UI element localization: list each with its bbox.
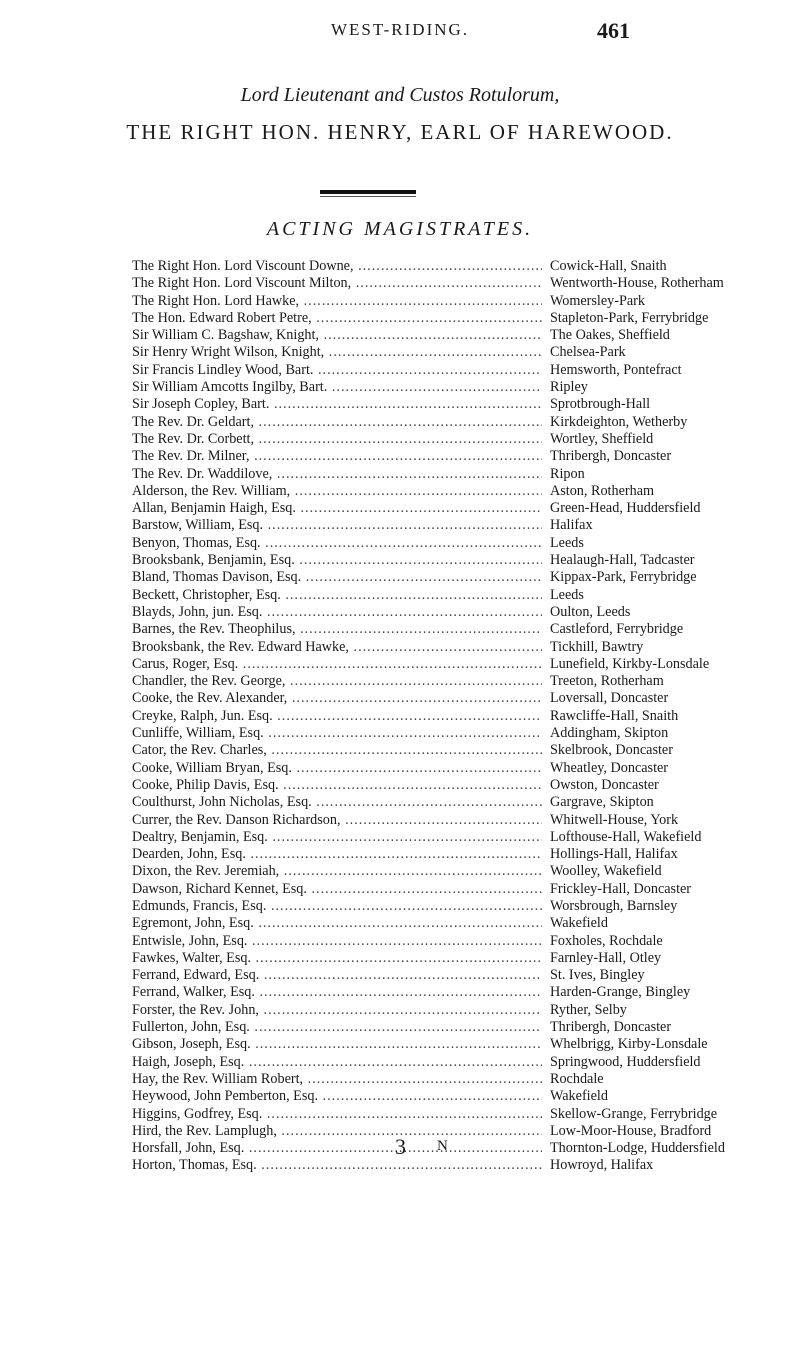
magistrate-residence: Skellow-Grange, Ferrybridge (546, 1106, 800, 1123)
magistrate-name: Allan, Benjamin Haigh, Esq. ..... (132, 500, 542, 517)
magistrate-residence: Addingham, Skipton (546, 725, 800, 742)
magistrate-residence: Leeds (546, 587, 800, 604)
magistrate-name: Higgins, Godfrey, Esq. ..... (132, 1106, 542, 1123)
list-item (0, 1019, 800, 1036)
list-item (0, 569, 800, 586)
magistrate-name: The Rev. Dr. Waddilove, ..... (132, 466, 542, 483)
magistrate-name: The Rev. Dr. Geldart, ..... (132, 414, 542, 431)
magistrate-residence: Wakefield (546, 915, 800, 932)
magistrates-list (0, 258, 800, 1175)
magistrate-residence: Howroyd, Halifax (546, 1157, 800, 1174)
magistrate-residence: Foxholes, Rochdale (546, 933, 800, 950)
list-item (0, 1071, 800, 1088)
magistrate-residence: Lunefield, Kirkby-Lonsdale (546, 656, 800, 673)
list-item (0, 1054, 800, 1071)
magistrate-name: Horsfall, John, Esq. ..... (132, 1140, 542, 1157)
list-item (0, 639, 800, 656)
magistrate-residence: Leeds (546, 535, 800, 552)
magistrate-name: Haigh, Joseph, Esq. ..... (132, 1054, 542, 1071)
ornamental-rule (320, 190, 416, 194)
running-title: WEST-RIDING. (330, 20, 470, 39)
magistrate-name: Ferrand, Walker, Esq. ..... (132, 984, 542, 1001)
list-item (0, 950, 800, 967)
magistrate-name: Hird, the Rev. Lamplugh, ..... (132, 1123, 542, 1140)
list-item (0, 396, 800, 413)
list-item (0, 310, 800, 327)
section-title: ACTING MAGISTRATES. (266, 218, 534, 240)
list-item (0, 500, 800, 517)
magistrate-name: The Right Hon. Lord Viscount Downe, ..... (132, 258, 542, 275)
magistrate-residence: Wheatley, Doncaster (546, 760, 800, 777)
magistrate-name: Carus, Roger, Esq. ..... (132, 656, 542, 673)
magistrate-residence: Hemsworth, Pontefract (546, 362, 800, 379)
magistrate-residence: Halifax (546, 517, 800, 534)
list-item (0, 1106, 800, 1123)
magistrate-residence: Rawcliffe-Hall, Snaith (546, 708, 800, 725)
magistrate-name: The Rev. Dr. Milner, ..... (132, 448, 542, 465)
magistrate-name: Fawkes, Walter, Esq. ..... (132, 950, 542, 967)
list-item (0, 915, 800, 932)
magistrate-residence: Skelbrook, Doncaster (546, 742, 800, 759)
magistrate-name: Bland, Thomas Davison, Esq. ..... (132, 569, 542, 586)
magistrate-name: Dixon, the Rev. Jeremiah, ..... (132, 863, 542, 880)
magistrate-residence: St. Ives, Bingley (546, 967, 800, 984)
magistrate-residence: Castleford, Ferrybridge (546, 621, 800, 638)
magistrate-name: Dawson, Richard Kennet, Esq. ..... (132, 881, 542, 898)
magistrate-name: Creyke, Ralph, Jun. Esq. ..... (132, 708, 542, 725)
magistrate-name: Dealtry, Benjamin, Esq. ..... (132, 829, 542, 846)
magistrate-name: The Rev. Dr. Corbett, ..... (132, 431, 542, 448)
list-item (0, 794, 800, 811)
signature-mark (0, 1134, 800, 1160)
magistrate-name: Chandler, the Rev. George, ..... (132, 673, 542, 690)
signature-letter: N (437, 1138, 448, 1154)
magistrate-name: Alderson, the Rev. William, ..... (132, 483, 542, 500)
magistrate-residence: Thribergh, Doncaster (546, 1019, 800, 1036)
magistrate-residence: Springwood, Huddersfield (546, 1054, 800, 1071)
list-item (0, 967, 800, 984)
magistrate-name: Sir Henry Wright Wilson, Knight, ..... (132, 344, 542, 361)
list-item (0, 777, 800, 794)
magistrate-residence: Loversall, Doncaster (546, 690, 800, 707)
magistrate-name: Sir Joseph Copley, Bart. ..... (132, 396, 542, 413)
list-item (0, 742, 800, 759)
magistrate-name: Entwisle, John, Esq. ..... (132, 933, 542, 950)
magistrate-residence: Ripon (546, 466, 800, 483)
list-item (0, 656, 800, 673)
magistrate-name: Cunliffe, William, Esq. ..... (132, 725, 542, 742)
running-head (0, 18, 800, 48)
magistrate-name: Fullerton, John, Esq. ..... (132, 1019, 542, 1036)
ornamental-rule-thin (320, 196, 416, 197)
list-item (0, 604, 800, 621)
magistrate-residence: Thornton-Lodge, Huddersfield (546, 1140, 800, 1157)
list-item (0, 673, 800, 690)
list-item (0, 881, 800, 898)
magistrate-name: Benyon, Thomas, Esq. ..... (132, 535, 542, 552)
magistrate-residence: Thribergh, Doncaster (546, 448, 800, 465)
magistrate-residence: Stapleton-Park, Ferrybridge (546, 310, 800, 327)
magistrate-name: Horton, Thomas, Esq. ..... (132, 1157, 542, 1174)
magistrate-residence: Whelbrigg, Kirby-Lonsdale (546, 1036, 800, 1053)
magistrate-name: Cooke, the Rev. Alexander, ..... (132, 690, 542, 707)
list-item (0, 863, 800, 880)
magistrate-residence: Whitwell-House, York (546, 812, 800, 829)
magistrate-name: Cator, the Rev. Charles, ..... (132, 742, 542, 759)
magistrate-residence: Womersley-Park (546, 293, 800, 310)
magistrate-residence: Chelsea-Park (546, 344, 800, 361)
magistrate-name: Cooke, Philip Davis, Esq. ..... (132, 777, 542, 794)
magistrate-residence: Worsbrough, Barnsley (546, 898, 800, 915)
magistrate-name: Egremont, John, Esq. ..... (132, 915, 542, 932)
list-item (0, 275, 800, 292)
magistrate-name: Edmunds, Francis, Esq. ..... (132, 898, 542, 915)
magistrate-residence: Sprotbrough-Hall (546, 396, 800, 413)
list-item (0, 466, 800, 483)
signature-number: 3 (395, 1134, 406, 1159)
list-item (0, 933, 800, 950)
list-item (0, 258, 800, 275)
list-item (0, 362, 800, 379)
magistrate-residence: Treeton, Rotherham (546, 673, 800, 690)
list-item (0, 293, 800, 310)
magistrate-residence: Rochdale (546, 1071, 800, 1088)
list-item (0, 552, 800, 569)
magistrate-name: Sir William C. Bagshaw, Knight, ..... (132, 327, 542, 344)
magistrate-residence: Ryther, Selby (546, 1002, 800, 1019)
magistrate-residence: Healaugh-Hall, Tadcaster (546, 552, 800, 569)
magistrate-residence: Lofthouse-Hall, Wakefield (546, 829, 800, 846)
magistrate-residence: Woolley, Wakefield (546, 863, 800, 880)
list-item (0, 483, 800, 500)
magistrate-residence: Farnley-Hall, Otley (546, 950, 800, 967)
magistrate-name: Sir William Amcotts Ingilby, Bart. ..... (132, 379, 542, 396)
magistrate-residence: The Oakes, Sheffield (546, 327, 800, 344)
magistrate-residence: Cowick-Hall, Snaith (546, 258, 800, 275)
magistrate-name: Barnes, the Rev. Theophilus, ..... (132, 621, 542, 638)
list-item (0, 587, 800, 604)
magistrate-residence: Harden-Grange, Bingley (546, 984, 800, 1001)
list-item (0, 344, 800, 361)
magistrate-name: Cooke, William Bryan, Esq. ..... (132, 760, 542, 777)
list-item (0, 448, 800, 465)
list-item (0, 846, 800, 863)
list-item (0, 1088, 800, 1105)
list-item (0, 829, 800, 846)
magistrate-name: Blayds, John, jun. Esq. ..... (132, 604, 542, 621)
list-item (0, 431, 800, 448)
magistrate-name: Hay, the Rev. William Robert, ..... (132, 1071, 542, 1088)
list-item (0, 379, 800, 396)
magistrate-residence: Oulton, Leeds (546, 604, 800, 621)
magistrate-name: Ferrand, Edward, Esq. ..... (132, 967, 542, 984)
list-item (0, 1002, 800, 1019)
magistrate-residence: Green-Head, Huddersfield (546, 500, 800, 517)
magistrate-name: Sir Francis Lindley Wood, Bart. ..... (132, 362, 542, 379)
list-item (0, 725, 800, 742)
magistrate-name: The Hon. Edward Robert Petre, ..... (132, 310, 542, 327)
office-title: Lord Lieutenant and Custos Rotulorum, (240, 84, 560, 106)
magistrate-name: Heywood, John Pemberton, Esq. ..... (132, 1088, 542, 1105)
magistrate-name: Barstow, William, Esq. ..... (132, 517, 542, 534)
magistrate-residence: Frickley-Hall, Doncaster (546, 881, 800, 898)
magistrate-residence: Wakefield (546, 1088, 800, 1105)
magistrate-name: Brooksbank, Benjamin, Esq. ..... (132, 552, 542, 569)
magistrate-name: Beckett, Christopher, Esq. ..... (132, 587, 542, 604)
magistrate-residence: Kippax-Park, Ferrybridge (546, 569, 800, 586)
magistrate-residence: Owston, Doncaster (546, 777, 800, 794)
list-item (0, 812, 800, 829)
list-item (0, 621, 800, 638)
magistrate-name: Currer, the Rev. Danson Richardson, ..... (132, 812, 542, 829)
magistrate-residence: Aston, Rotherham (546, 483, 800, 500)
magistrate-name: Gibson, Joseph, Esq. ..... (132, 1036, 542, 1053)
magistrate-residence: Tickhill, Bawtry (546, 639, 800, 656)
office-holder: THE RIGHT HON. HENRY, EARL OF HAREWOOD. (126, 120, 674, 144)
magistrate-residence: Wortley, Sheffield (546, 431, 800, 448)
list-item (0, 690, 800, 707)
magistrate-name: The Right Hon. Lord Hawke, ..... (132, 293, 542, 310)
magistrate-name: Coulthurst, John Nicholas, Esq. ..... (132, 794, 542, 811)
magistrate-name: Brooksbank, the Rev. Edward Hawke, ..... (132, 639, 542, 656)
list-item (0, 535, 800, 552)
magistrate-residence: Ripley (546, 379, 800, 396)
list-item (0, 760, 800, 777)
magistrate-residence: Gargrave, Skipton (546, 794, 800, 811)
list-item (0, 1036, 800, 1053)
page-number: 461 (597, 18, 630, 43)
list-item (0, 1157, 800, 1174)
list-item (0, 898, 800, 915)
magistrate-name: Forster, the Rev. John, ..... (132, 1002, 542, 1019)
magistrate-residence: Wentworth-House, Rotherham (546, 275, 800, 292)
list-item (0, 517, 800, 534)
list-item (0, 708, 800, 725)
magistrate-name: The Right Hon. Lord Viscount Milton, ..... (132, 275, 542, 292)
magistrate-name: Dearden, John, Esq. ..... (132, 846, 542, 863)
list-item (0, 327, 800, 344)
magistrate-residence: Hollings-Hall, Halifax (546, 846, 800, 863)
list-item (0, 984, 800, 1001)
list-item (0, 414, 800, 431)
magistrate-residence: Kirkdeighton, Wetherby (546, 414, 800, 431)
magistrate-residence: Low-Moor-House, Bradford (546, 1123, 800, 1140)
